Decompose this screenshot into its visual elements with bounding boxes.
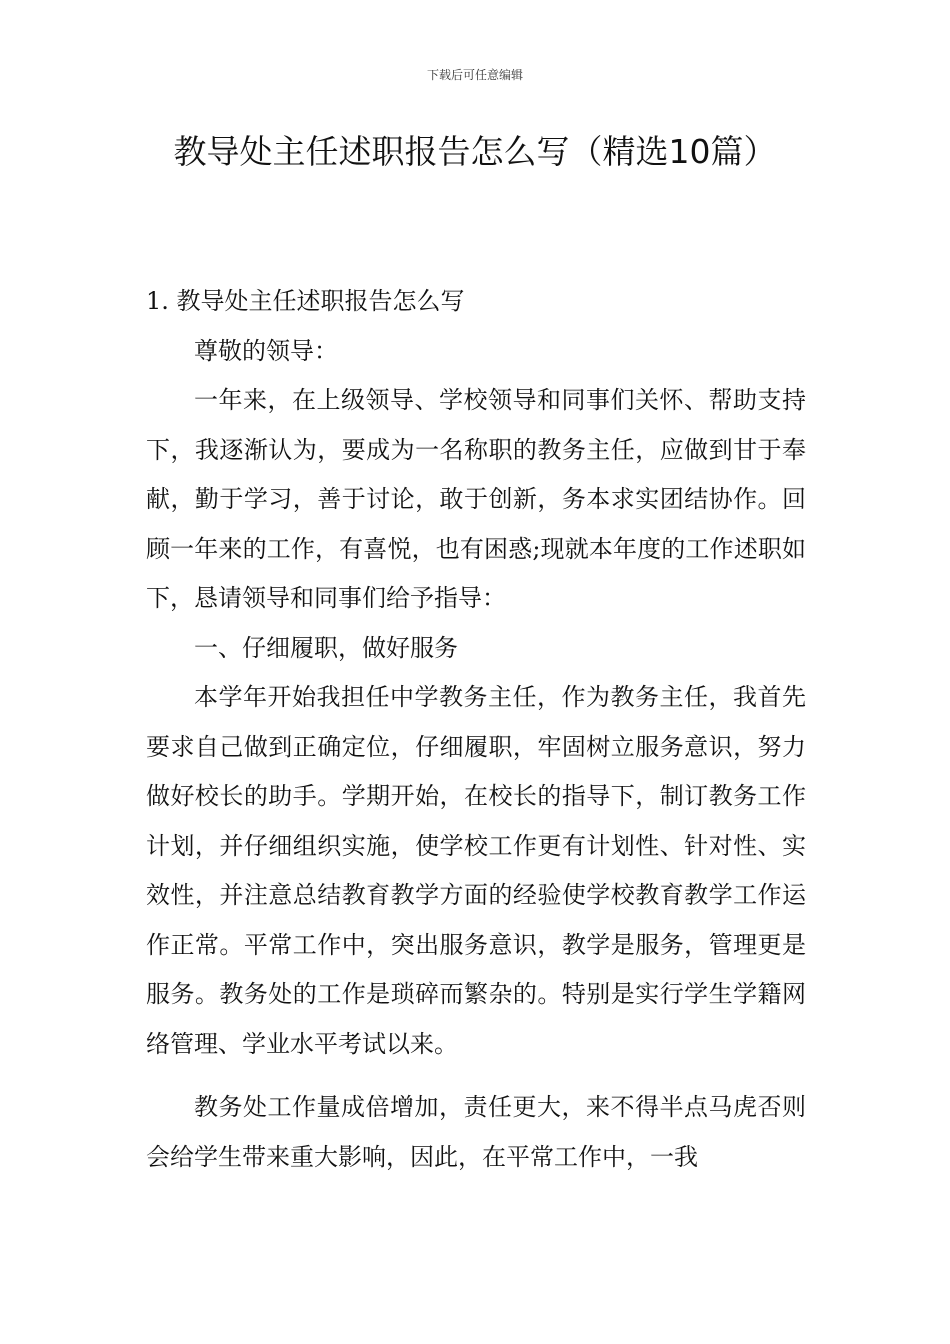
section-heading: 1. 教导处主任述职报告怎么写 <box>146 287 465 315</box>
document-body <box>146 277 806 1182</box>
salutation: 尊敬的领导： <box>194 336 338 365</box>
body-paragraph-duty: 本学年开始我担任中学教务主任，作为教务主任，我首先要求自己做到正确定位，仔细履职，牢固树立服务意识，努力做好校长的助手。学期开始，在校长的指导下，制订教务工作计划，并仔细组织实施，使学校工作更有计划性、针对性、实效性，并注意总结教育教学方面的经验使学校教育教学工作运作正常。平常工作中，突出服务意识，教学是服务，管理更是服务。教务处的工作是琐碎而繁杂的。特别是实行学生学籍网络管理、学业水平考试以来。 <box>146 683 806 1058</box>
header-note: 下载后可任意编辑 <box>426 68 523 82</box>
body-paragraph-workload: 教务处工作量成倍增加，责任更大，来不得半点马虎否则会给学生带来重大影响，因此，在平常工作中，一我 <box>146 1093 806 1171</box>
document-title: 教导处主任述职报告怎么写（精选10篇） <box>173 132 777 171</box>
body-paragraph-intro: 一年来，在上级领导、学校领导和同事们关怀、帮助支持下，我逐渐认为，要成为一名称职的教务主任，应做到甘于奉献，勤于学习，善于讨论，敢于创新，务本求实团结协作。回顾一年来的工作，有喜悦，也有困惑;现就本年度的工作述职如下，恳请领导和同事们给予指导： <box>146 386 806 612</box>
subheading-duty-service: 一、仔细履职，做好服务 <box>194 633 458 662</box>
